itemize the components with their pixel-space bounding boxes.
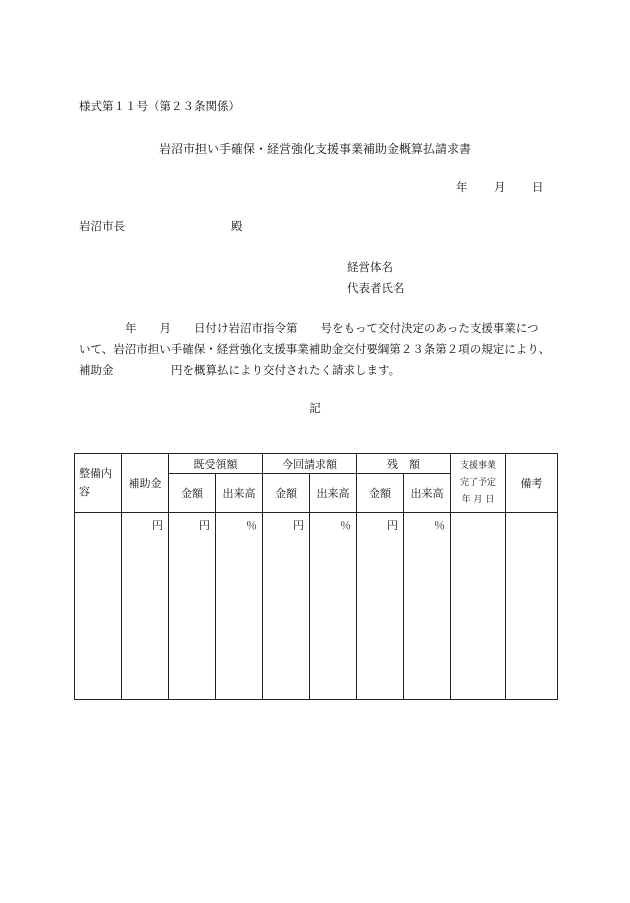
header-current: 今回請求額 xyxy=(263,454,357,474)
date-month-label: 月 xyxy=(494,180,506,194)
completion-line1: 支援事業 xyxy=(459,460,496,471)
date-line xyxy=(456,179,544,195)
cell-remaining-progress[interactable]: ％ xyxy=(404,513,451,700)
header-completion xyxy=(451,454,506,513)
document-title: 岩沼市担い手確保・経営強化支援事業補助金概算払請求書 xyxy=(158,142,471,156)
completion-line2: 完了予定 xyxy=(459,477,496,488)
body-line-1: 年 月 日付け岩沼市指令第 号をもって交付決定のあった支援事業につ xyxy=(79,321,539,335)
sub-current-progress: 出来高 xyxy=(310,474,357,513)
header-remaining: 残 額 xyxy=(357,454,451,474)
cell-item[interactable] xyxy=(75,513,122,700)
header-item-line2: 容 xyxy=(79,485,90,498)
header-subsidy: 補助金 xyxy=(122,454,169,513)
entity-name-label: 経営体名 xyxy=(347,260,393,274)
sub-remaining-progress: 出来高 xyxy=(404,474,451,513)
cell-received-progress[interactable]: ％ xyxy=(216,513,263,700)
request-body xyxy=(79,318,549,381)
date-year-label: 年 xyxy=(456,180,468,194)
form-number: 様式第１１号（第２３条関係） xyxy=(79,99,240,113)
completion-line3: 年 月 日 xyxy=(461,494,495,505)
cell-received-amount[interactable]: 円 xyxy=(169,513,216,700)
sub-remaining-amount: 金額 xyxy=(357,474,404,513)
cell-remaining-amount[interactable]: 円 xyxy=(357,513,404,700)
sub-current-amount: 金額 xyxy=(263,474,310,513)
body-line-2: いて、岩沼市担い手確保・経営強化支援事業補助金交付要綱第２３条第２項の規定により、 xyxy=(79,342,551,356)
sub-received-amount: 金額 xyxy=(169,474,216,513)
date-day-label: 日 xyxy=(532,180,544,194)
header-received: 既受領額 xyxy=(169,454,263,474)
body-line-3: 補助金 円を概算払により交付されたく請求します。 xyxy=(79,363,401,377)
request-table xyxy=(74,453,558,700)
representative-label: 代表者氏名 xyxy=(347,281,405,295)
addressee-name: 岩沼市長 xyxy=(79,219,125,233)
cell-subsidy[interactable]: 円 xyxy=(122,513,169,700)
cell-current-amount[interactable]: 円 xyxy=(263,513,310,700)
cell-completion[interactable] xyxy=(451,513,506,700)
header-item-line1: 整備内 xyxy=(79,467,112,480)
addressee-honorific: 殿 xyxy=(231,219,243,233)
cell-remarks[interactable] xyxy=(506,513,558,700)
cell-current-progress[interactable]: ％ xyxy=(310,513,357,700)
sub-received-progress: 出来高 xyxy=(216,474,263,513)
header-item xyxy=(75,454,122,513)
header-remarks: 備考 xyxy=(506,454,558,513)
ki-heading: 記 xyxy=(309,401,321,415)
